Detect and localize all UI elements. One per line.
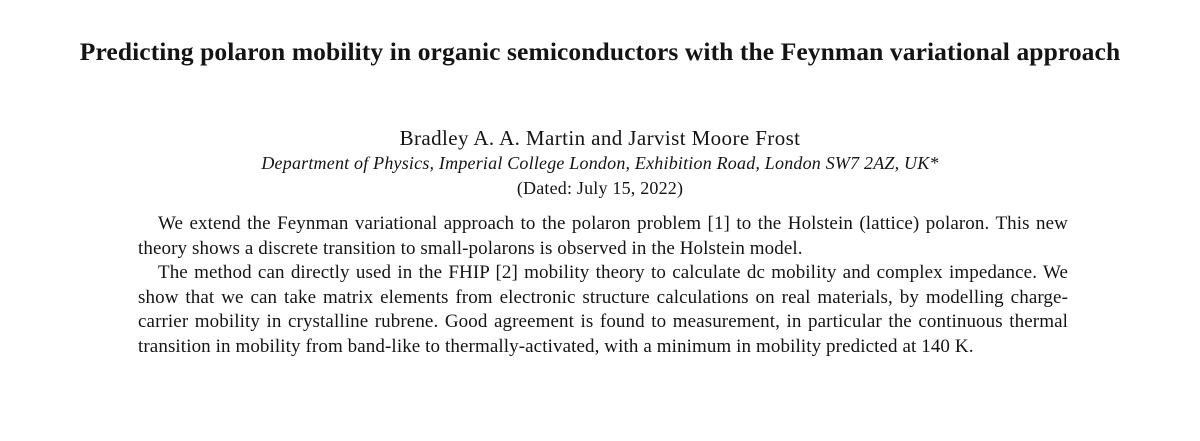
author-list: Bradley A. A. Martin and Jarvist Moore Frost: [399, 126, 801, 150]
paper-title: Predicting polaron mobility in organic semiconductors with the Feynman variational approach: [79, 37, 1121, 66]
date-line: (Dated: July 15, 2022): [516, 178, 684, 198]
abstract-paragraph-1: We extend the Feynman variational approach to the polaron problem [1] to the Holstein (lattice) polaron. This new theory shows a discrete transition to small-polarons is observed in the Holstein model.: [138, 213, 1068, 259]
abstract: [138, 212, 1068, 360]
abstract-paragraph-2: The method can directly used in the FHIP [2] mobility theory to calculate dc mobility and complex impedance. We show that we can take matrix elements from electronic structure calculations on real materials, by modelling charge-carrier mobility in crystalline rubrene. Good agreement is found to measurement, in particular the continuous thermal transition in mobility from band-like to thermally-activated, with a minimum in mobility predicted at 140 K.: [138, 262, 1068, 357]
author-affiliation: Department of Physics, Imperial College London, Exhibition Road, London SW7 2AZ, UK*: [261, 153, 939, 173]
